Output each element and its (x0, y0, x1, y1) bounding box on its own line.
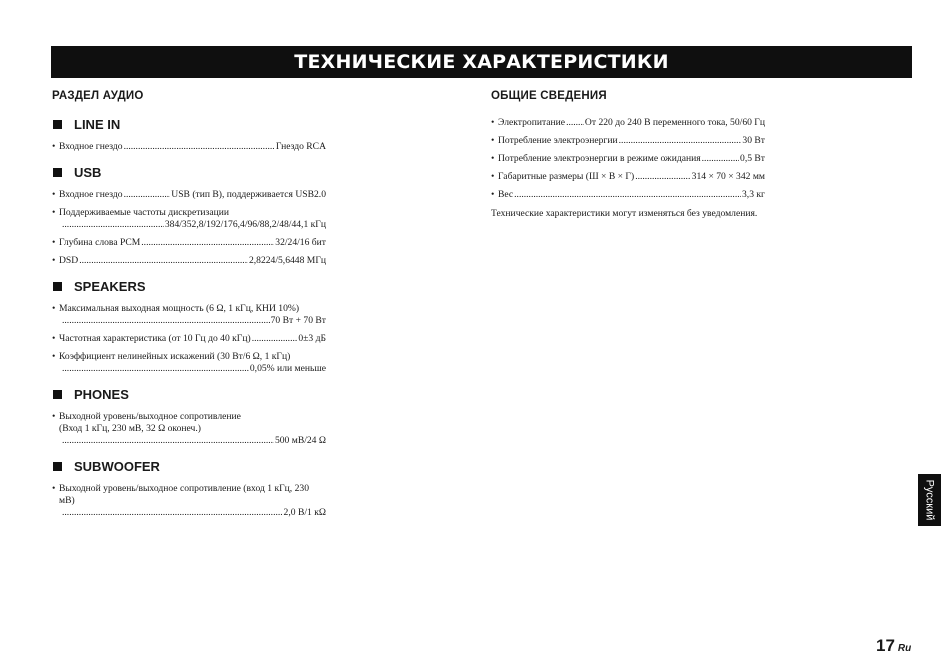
spec-item (52, 189, 326, 201)
spec-value: 2,8224/5,6448 МГц (248, 255, 326, 266)
audio-section (52, 90, 326, 531)
bullet-icon: • (491, 135, 495, 146)
spec-item (52, 483, 326, 519)
spec-label: Вес (498, 189, 514, 200)
bullet-icon: • (52, 207, 56, 218)
speakers-title (52, 279, 326, 294)
language-tab-label: Русский (923, 479, 936, 521)
dot-leader (141, 237, 274, 249)
page-number (876, 636, 911, 656)
speakers-section (52, 279, 326, 375)
subwoofer-section (52, 459, 326, 519)
section-title-text: PHONES (74, 387, 129, 402)
page-number-value: 17 (876, 636, 895, 655)
spec-label: Потребление электроэнергии в режиме ожидания (498, 153, 701, 164)
spec-label: Максимальная выходная мощность (6 Ω, 1 кГц, КНИ 10%) (59, 303, 300, 314)
dot-leader (62, 435, 274, 447)
bullet-icon: • (52, 411, 56, 422)
dot-leader (619, 135, 742, 147)
bullet-icon: • (491, 171, 495, 182)
bullet-icon: • (491, 153, 495, 164)
bullet-icon: • (52, 237, 56, 248)
general-section (491, 90, 765, 220)
section-title-text: SUBWOOFER (74, 459, 160, 474)
spec-value: USB (тип B), поддерживается USB2.0 (171, 189, 326, 200)
spec-item (52, 255, 326, 267)
dot-leader (702, 153, 739, 165)
page-language-code: Ru (897, 643, 912, 654)
square-bullet-icon (53, 168, 62, 177)
dot-leader (79, 255, 248, 267)
spec-item (52, 333, 326, 345)
spec-label: Глубина слова PCM (59, 237, 141, 248)
usb-title (52, 165, 326, 180)
spec-value: 30 Вт (742, 135, 765, 146)
spec-item (52, 411, 326, 447)
dot-leader (514, 189, 741, 201)
disclaimer-note: Технические характеристики могут изменяться без уведомления. (491, 208, 758, 219)
spec-label: Частотная характеристика (от 10 Гц до 40 кГц) (59, 333, 251, 344)
square-bullet-icon (53, 390, 62, 399)
spec-label: Выходной уровень/выходное сопротивление (вход 1 кГц, 230 мВ) (59, 483, 309, 506)
spec-value: 32/24/16 бит (275, 237, 326, 248)
spec-label: Электропитание (498, 117, 566, 128)
square-bullet-icon (53, 462, 62, 471)
line-in-title (52, 117, 326, 132)
language-tab (918, 474, 941, 526)
spec-value: От 220 до 240 В переменного тока, 50/60 Гц (584, 117, 765, 128)
general-heading: ОБЩИЕ СВЕДЕНИЯ (491, 90, 607, 102)
dot-leader (124, 189, 171, 201)
spec-item (52, 303, 326, 327)
bullet-icon: • (52, 351, 56, 362)
usb-section (52, 165, 326, 267)
dot-leader (62, 507, 283, 519)
spec-item (52, 237, 326, 249)
bullet-icon: • (52, 189, 56, 200)
spec-item (491, 117, 765, 129)
spec-item (491, 135, 765, 147)
spec-item (52, 351, 326, 375)
spec-value: 70 Вт + 70 Вт (270, 315, 326, 326)
spec-label: Поддерживаемые частоты дискретизации (59, 207, 230, 218)
subwoofer-title (52, 459, 326, 474)
phones-section (52, 387, 326, 447)
dot-leader (566, 117, 584, 129)
bullet-icon: • (52, 333, 56, 344)
bullet-icon: • (52, 483, 56, 494)
spec-label-condition: (Вход 1 кГц, 230 мВ, 32 Ω оконеч.) (59, 423, 201, 434)
spec-item (52, 141, 326, 153)
section-title-text: USB (74, 165, 102, 180)
spec-value: 0,05% или меньше (249, 363, 326, 374)
square-bullet-icon (53, 282, 62, 291)
spec-item (491, 189, 765, 201)
spec-label: Выходной уровень/выходное сопротивление (59, 411, 241, 422)
bullet-icon: • (52, 303, 56, 314)
spec-value: 3,3 кг (742, 189, 765, 200)
line-in-section (52, 117, 326, 153)
spec-label: DSD (59, 255, 79, 266)
phones-title (52, 387, 326, 402)
spec-value: 0±3 дБ (298, 333, 326, 344)
spec-label: Входное гнездо (59, 189, 123, 200)
spec-value: 0,5 Вт (740, 153, 765, 164)
spec-label: Потребление электроэнергии (498, 135, 618, 146)
bullet-icon: • (52, 141, 56, 152)
page-title: ТЕХНИЧЕСКИЕ ХАРАКТЕРИСТИКИ (51, 46, 912, 78)
square-bullet-icon (53, 120, 62, 129)
spec-value: 500 мВ/24 Ω (274, 435, 326, 446)
dot-leader (62, 219, 164, 231)
spec-label: Входное гнездо (59, 141, 123, 152)
bullet-icon: • (491, 117, 495, 128)
audio-heading: РАЗДЕЛ АУДИО (52, 90, 144, 102)
section-title-text: SPEAKERS (74, 279, 146, 294)
dot-leader (124, 141, 275, 153)
bullet-icon: • (491, 189, 495, 200)
dot-leader (252, 333, 298, 345)
spec-item (491, 153, 765, 165)
spec-value: Гнездо RCA (275, 141, 326, 152)
spec-value: 2,0 В/1 кΩ (283, 507, 326, 518)
spec-item (491, 171, 765, 183)
spec-value: 314 × 70 × 342 мм (691, 171, 765, 182)
spec-label: Коэффициент нелинейных искажений (30 Вт/6 Ω, 1 кГц) (59, 351, 291, 362)
spec-value: 384/352,8/192/176,4/96/88,2/48/44,1 кГц (164, 219, 326, 230)
spec-label: Габаритные размеры (Ш × В × Г) (498, 171, 635, 182)
section-title-text: LINE IN (74, 117, 121, 132)
dot-leader (635, 171, 690, 183)
spec-item (52, 207, 326, 231)
dot-leader (62, 363, 249, 375)
bullet-icon: • (52, 255, 56, 266)
dot-leader (62, 315, 270, 327)
